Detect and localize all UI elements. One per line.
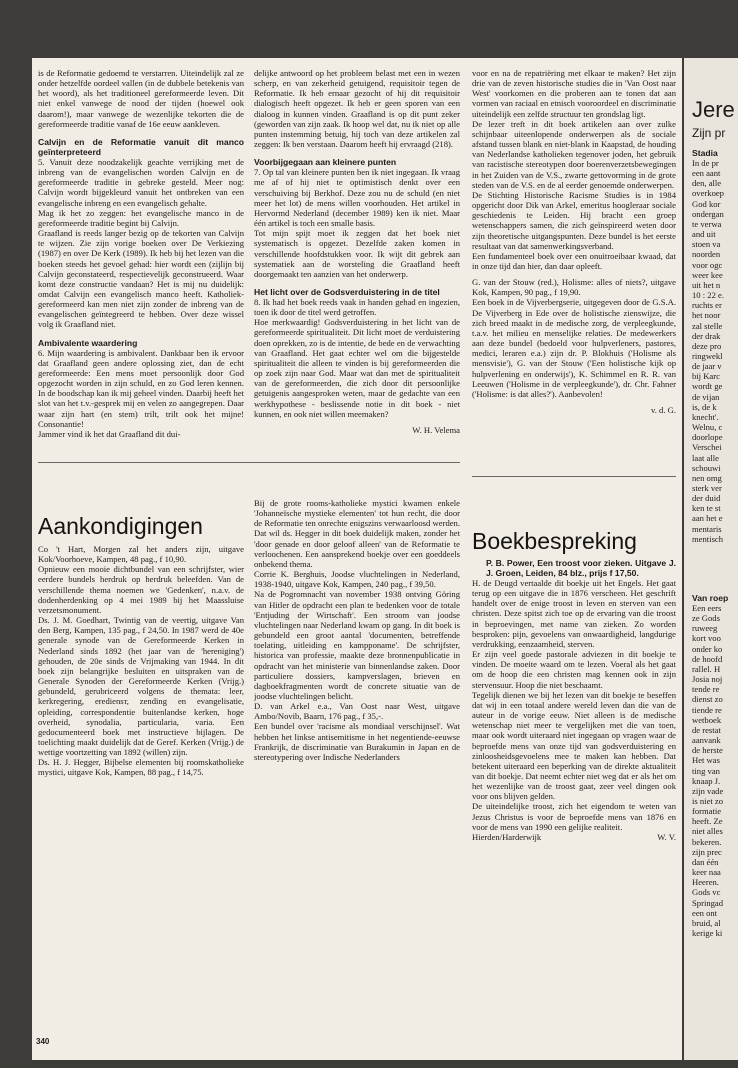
facing-page-line: In de pr	[692, 158, 719, 168]
paragraph: 7. Op tal van kleinere punten ben ik niet ingegaan. Ik vraag me af of hij niet te optimistisch denkt over een verschuiving bij Berkhof. Deze zou nu de schuld (en niet meer het lot) de mens willen voorhouden. Het artikel in Hervormd Nederland (december 1989) ken ik niet. Maar één artikel is toch een smalle basis.	[254, 167, 460, 229]
facing-page-line: kort voo	[692, 633, 721, 644]
review-place: Hierden/Harderwijk	[472, 831, 542, 842]
facing-page-line: wetboek	[692, 714, 722, 725]
facing-page-line: heeft. Ze	[692, 816, 723, 827]
paragraph: Een fundamenteel boek over een onuitroeibaar kwaad, dat in onze tijd dan hier, dan daar opleeft.	[472, 250, 676, 271]
facing-page-line: wordt ge	[692, 381, 723, 392]
paragraph: H. de Deugd vertaalde dit boekje uit het Engels. Het gaat terug op een uitgave die in 1876 verscheen. Het geschrift handelt over de enige troost in leven en sterven van een christen. Deze spitst zich toe op de ervaring van die troost in beproevingen, met name van zieken. Zo worden besproken: pijn, gevoelens van onwaardigheid, langdurige verdrukking, eenzaamheid, sterven.	[472, 578, 676, 649]
facing-page-line: ruchts er	[692, 300, 722, 311]
paragraph: 5. Vanuit deze noodzakelijk geachte verrijking met de inbreng van de evangelischen worden Calvijn en de gereformeerde traditie in gebreke gesteld. Meer nog: Calvijn wordt bijgekleurd vanuit het ontbreken van een evangelische inbreng en een evangelisch gehalte.	[38, 156, 244, 208]
facing-page-line: doorlope	[692, 432, 723, 443]
paragraph: Bij de grote rooms-katholieke mystici kwamen enkele 'Johanneïsche mystieke elementen' tot hun recht, die door de Reformatie ten onrechte enigszins verwaarloosd werden. Dat wil ds. Hegger in dit boek duidelijk maken, zonder het 'door genade en door geloof alleen' van de Reformatie te verloochenen. Een aansprekend boekje over een goeddeels onbekend thema.	[254, 498, 460, 569]
facing-page-line: is, de k	[692, 401, 717, 412]
page-number: 340	[36, 1037, 50, 1046]
facing-page-line: Gods vc	[692, 887, 721, 898]
facing-page-line: Verschei	[692, 442, 722, 453]
facing-page-line: bij Karc	[692, 371, 720, 382]
section-heading: Calvijn en de Reformatie vanuit dit manco geïnterpreteerd	[38, 136, 244, 157]
paragraph: voor en na de repatriëring met elkaar te maken? Het zijn drie van de zeven historische studies die in 'Van Oost naar West' voorkomen en die proberen aan te tonen dat aan vormen van raciaal en etnisch vooroordeel en discriminatie uiteindelijk een zelfde structuur ten grondslag ligt.	[472, 68, 676, 119]
facing-page-line: mentisch	[692, 533, 724, 544]
book-reference: Co 't Hart, Morgen zal het anders zijn, uitgave Kok/Voorhoeve, Kampen, 48 pag., f 10,90.	[38, 544, 244, 565]
section-divider	[38, 462, 460, 463]
facing-page-line: rallel. H	[692, 663, 721, 674]
announcements-column-2	[254, 498, 460, 1030]
facing-page-column-2	[692, 593, 738, 938]
facing-page-line: bruid, al	[692, 917, 721, 928]
author-signature: W. H. Velema	[412, 424, 460, 435]
review-footer	[472, 832, 676, 842]
paragraph: Na de Pogromnacht van november 1938 ontving Göring van Hitler de opdracht een plan te bedenken voor de totale 'Entjuding der Wirtschaft'. Een stroom van joodse vluchtelingen naar Nederland kwam op gang. In dit boek is gebundeld een groot aantal 'documenten, betreffende toelating, uitleiding en kampponame'. De schrijfster, historica van professie, maakte deze bronnenpublicatie in opdracht van het ministerie van binnenlandse zaken. Door particuliere dossiers, kampverslagen, brieven en dagboekfragmenten wordt de concrete situatie van de joodse vluchtelingen belicht.	[254, 589, 460, 701]
facing-page-line: overkoep	[692, 188, 724, 199]
paragraph: 8. Ik had het boek reeds vaak in handen gehad en ingezien, toen ik door de titel werd getroffen.	[254, 296, 460, 318]
facing-page-lines	[692, 158, 738, 544]
facing-page-line: niet alles	[692, 826, 723, 837]
facing-page-line: Heeren.	[692, 877, 719, 888]
paragraph: Tot mijn spijt moet ik zeggen dat het boek niet systematisch is opgezet. Dezelfde zaken komen in verschillende hoofdstukken voor. Ik wijt dit gebrek aan systematiek aan de worsteling die Graafland heeft doorgemaakt ten aanzien van het onderwerp.	[254, 228, 460, 279]
facing-page-line: Een eers	[692, 603, 722, 613]
facing-page-line: schouwi	[692, 462, 721, 473]
facing-page-line: deze pro	[692, 340, 722, 351]
paragraph: Een boek in de Vijverbergserie, uitgegeven door de G.S.A. De Vijverberg in Ede over de holistische zienswijze, die zich breed maakt in de medische zorg, de verpleegkunde, t.a.v. het milieu en menselijke relaties. De medewerkers aan deze bundel (bedoeld voor hulpverleners, pastores, medici, leraren e.a.) zijn dr. P. Blokhuis ('Holisme als mensvisie'), G. van der Stouw ('Een holistische kijk op hulpverlening en onderwijs'), K. Schimmel en R. R. van Leeuwen ('Holisme in de verpleegkunde'), dr. Chr. Fahner ('Holisme: is dat alles?'). Aanbevolen!	[472, 297, 676, 399]
article-column-1	[38, 68, 244, 452]
paragraph: De lezer treft in dit boek artikelen aan over zulke schijnbaar uiteenlopende onderwerpen als de sociale afstand tussen blank en niet-blank in Kaapstad, de houding van Nederlandse katholieken tegenover joden, het gebruik van racistische stereotypen door boerenverzetsbewegingen in het Zuiden van de V.S., zwarte gettovorming in de grote steden van de V.S. en de al eerder genoemde onderwerpen.	[472, 118, 676, 190]
facing-page-line: aanvank	[692, 735, 721, 746]
section-heading: Van roep	[692, 593, 729, 603]
section-heading: Stadia	[692, 148, 718, 158]
facing-page-line: ondergan	[692, 208, 724, 219]
facing-page-line: ze Gods	[692, 613, 720, 624]
facing-page-line: weer kee	[692, 269, 723, 280]
facing-page-line: het noor	[692, 310, 721, 321]
section-heading: Het licht over de Godsverduistering in de titel	[254, 286, 440, 297]
facing-page-title: Jere	[692, 97, 735, 122]
section-divider	[472, 476, 676, 477]
facing-page-line: noorden	[692, 249, 721, 260]
announcements-column	[38, 544, 244, 1030]
facing-page-line: den, alle	[692, 178, 722, 189]
paragraph: Jammer vind ik het dat Graafland dit dui-	[38, 428, 181, 439]
paragraph: Er zijn veel goede pastorale adviezen in dit boekje te vinden. De moeite waard om te lezen. Voeral als het gaat om de hoop die een christen mag kennen ook in zijn stervensuur. Hoop die niet beschaamt.	[472, 649, 676, 690]
facing-page-line: tende re	[692, 684, 720, 695]
book-reference: G. van der Stouw (red.), Holisme: alles of niets?, uitgave Kok, Kampen, 90 pag., f 19,90.	[472, 277, 676, 298]
facing-page-line: aan het e	[692, 513, 723, 524]
facing-page-line: knaap J.	[692, 775, 721, 786]
paragraph: Mag ik het zo zeggen: het evangelische manco in de gereformeerde traditie begint bij Calvijn.	[38, 207, 244, 228]
facing-page-column-1	[692, 148, 738, 544]
facing-page-line: Springad	[692, 897, 724, 908]
paragraph: De Stichting Historische Racisme Studies is in 1984 opgericht door Dik van Arkel, emeritus hoogleraar sociale geschiedenis te Leiden. Hij bracht een groep wetenschappers samen, die zich geïnspireerd weten door zijn theoretische uitgangspunten. Deze bundel is het eerste resultaat van dat samenwerkingsverband.	[472, 189, 676, 251]
facing-page-line: sterk ver	[692, 483, 722, 493]
facing-page-line: de restat	[692, 724, 721, 735]
book-title: P. B. Power, Een troost voor zieken. Uitgave J. J. Groen, Leiden, 84 blz., prijs f 17,50.	[486, 558, 676, 578]
facing-page-lines	[692, 603, 738, 938]
author-signature: W. V.	[657, 831, 676, 842]
facing-page-line: Welnu, c	[692, 422, 723, 433]
section-title-aankondigingen: Aankondigingen	[38, 513, 203, 539]
facing-page-line: de jaar v	[692, 361, 722, 372]
facing-page-line: zijn prec	[692, 846, 722, 857]
section-title-boekbespreking: Boekbespreking	[472, 528, 637, 554]
facing-page-line: Josia noj	[692, 674, 723, 685]
facing-page-line: Het was	[692, 755, 720, 766]
section-heading: Ambivalente waardering	[38, 337, 138, 348]
paragraph: Opnieuw een mooie dichtbundel van een schrijfster, wier eerdere bundels herdruk op herdruk beleefden. Van de verschillende thema noemen we 'Gedenken', n.a.v. de dodenherdenking op 4 mei 1989 bij het Maassluise verzetsmonument.	[38, 564, 244, 615]
article-column-3	[472, 68, 676, 466]
facing-page-line: de herste	[692, 745, 723, 756]
facing-page-subtitle: Zijn pr	[692, 126, 726, 140]
book-reference: Corrie K. Berghuis, Joodse vluchtelingen in Nederland, 1938-1940, uitgave Kok, Kampen, 240 pag., f 39,50.	[254, 569, 460, 590]
facing-page-line: de vijan	[692, 391, 720, 402]
facing-page-line: ruweeg	[692, 623, 718, 634]
facing-page-line: kerige ki	[692, 928, 723, 938]
facing-page-line: 10 : 22 e.	[692, 290, 724, 301]
facing-page-line: onder ko	[692, 643, 723, 654]
facing-page-line: een ont	[692, 907, 718, 918]
paragraph: 6. Mijn waardering is ambivalent. Dankbaar ben ik ervoor dat Graafland geen andere oplossing ziet, dan de echt gereformeerde: Een mens moet persoonlijk door God opgezocht worden in zijn schuld, en zo God leren kennen. In de boodschap kan ik mij geheel vinden. Daarbij heeft het slot van het t.v.-gesprek mij en velen zo aangegrepen. Daar waar zijn hart (en stem) trilt, trilt ook het mijne! Consonantie!	[38, 347, 244, 429]
facing-page-line: voor ogc	[692, 259, 723, 270]
paragraph: Tegelijk dienen we bij het lezen van dit boekje te beseffen dat wij in een totaal andere wereld leven dan die van de auteur in de vorige eeuw. Niet alleen is de medische wetenschap niet meer te vergelijken met die van toen, maar ook wordt uiteraard niet ingegaan op vragen waar de beproefde mens van onze tijd van godsverduistering en zinloosheidsgevoelens mee te maken kan hebben. Dat betekent uiteraard een beperking van de direkte aktualiteit van dit boekje. Dat neemt echter niet weg dat er als het om het wezenlijke van de troost gaat, zeer veel dingen ook voor ons blijven gelden.	[472, 689, 676, 802]
article-column-2	[254, 68, 460, 456]
facing-page-line: and uit	[692, 229, 716, 240]
paragraph: De uiteindelijke troost, zich het eigendom te weten van Jezus Christus is voor de beproefde mens van 1876 en voor de mens van 1990 een gelijke realiteit.	[472, 801, 676, 832]
paragraph: Een bundel over 'racisme als mondiaal verschijnsel'. Wat hebben het linkse antisemitisme in het negentiende-eeuwse Frankrijk, de discriminatie van Burakumin in Japan en de stereotypering over Indische Nederlanders	[254, 721, 460, 762]
book-reference: Ds. H. J. Hegger, Bijbelse elementen bij roomskatholieke mystici, uitgave Kok, Kampen, 88 pag., f 14,75.	[38, 757, 244, 778]
facing-page-line: ting van	[692, 765, 720, 776]
facing-page-line: mentaris	[692, 523, 722, 534]
facing-page-line: der drak	[692, 330, 721, 341]
facing-page-line: der duid	[692, 493, 721, 504]
facing-page-line: te verwa	[692, 218, 722, 229]
facing-page-line: laat alle	[692, 452, 719, 463]
facing-page-line: tiende re	[692, 704, 722, 715]
facing-page-line: ringwekl	[692, 350, 723, 361]
facing-page-line: uit het n	[692, 279, 721, 290]
paragraph: Ds. J. M. Goedhart, Twintig van de veertig, uitgave Van den Berg, Kampen, 135 pag., f 24,50. In 1987 werd de 40e generale synode van de Gereformeerde Kerken in Nederland sinds 1892 (het jaar van de 'hereniging') gehouden, de 20e sinds de Vrijmaking van 1944. In dit boek zijn belangrijke besluiten en uitspraken van de Generale Synoden der Gereformeerde Kerken (Vrijg.) gebundeld, gerubriceerd volgens de themata: leer, kerkregering, erediensт, zending en evangelisatie, opleiding, correspondentie buitenlandse kerken, hoge overheid, synodalia, particularia, varia. Een gedocumenteerd boek met instructieve bijlagen. De toelichting maakt duidelijk dat de Geref. Kerken (Vrijg.) de wettige voortzetting van 1892 (willen) zijn.	[38, 615, 244, 758]
facing-page-line: knecht'.	[692, 411, 719, 422]
facing-page-line: zijn vade	[692, 785, 724, 796]
magazine-page	[32, 58, 682, 1060]
section-heading: Voorbijgegaan aan kleinere punten	[254, 157, 397, 168]
facing-page-line: dan één	[692, 856, 719, 867]
book-review-column	[472, 558, 676, 1028]
paragraph: delijke antwoord op het probleem belast met een in wezen scherp, en van zekerheid getuigend, requisitoir tegen de Reformatie. Ik heb ernaar gezocht of hij dit requisitoir dialogisch heeft opgezet. Ik heb er geen sporen van een dialoog in kunnen vinden. Graafland is op dit punt zeker (geworden van zijn zaak. Ik hoop wel dat, nu ik niet op alle punten instemming betuig, hij toch van deze artikelen zal zeggen: Ik ben verstaan. Daarom heeft hij ervraagd (218).	[254, 68, 460, 150]
facing-page-line: zal stelle	[692, 320, 723, 331]
facing-page-line: stoen va	[692, 239, 721, 250]
facing-page-line: God kor	[692, 198, 721, 209]
book-reference: D. van Arkel e.a., Van Oost naar West, uitgave Ambo/Novib, Baarn, 176 pag., f 35,-.	[254, 701, 460, 722]
facing-page-line: is niet zo	[692, 795, 724, 806]
facing-page-line: keer naa	[692, 867, 721, 878]
author-signature: v. d. G.	[651, 405, 676, 415]
paragraph: is de Reformatie gedoemd te verstarren. Uiteindelijk zal ze onder hetzelfde oordeel vallen (in de dubbele betekenis van het woord), als het traditioneel gereformeerde leven. Dit niet enkel vanwege de nood der tijden (hoewel ook daarom!), maar vanwege de wezenlijke tekorten die de gereformeerde traditie vanaf de 16e eeuw aankleven.	[38, 68, 244, 129]
facing-page-line: de hoofd	[692, 653, 723, 664]
facing-page-line: bekeren.	[692, 836, 722, 847]
facing-page	[684, 58, 738, 1060]
paragraph: Hoe merkwaardig! Godsverduistering in het licht van de gereformeerde spiritualiteit. Dit licht moet de verduistering doen oprekken, zo is de intentie, de bede en de verwachting van Graafland. Het gaat echter wel om die bijgestelde spiritualiteit die alleen te vinden is bij gereformeerden die op zoek zijn naar God. Maar wat dan met de spiritualiteit van de gereformeerden, die zich door dit persoonlijke getuigenis aangesproken weten, maar de gedachte van een werkhypothese - beslissende notie in dit boek - niet kunnen, en ook niet willen meemaken?	[254, 317, 460, 419]
facing-page-line: dienst zo	[692, 694, 723, 705]
facing-page-line: ken te st	[692, 503, 721, 514]
facing-page-line: een aant	[692, 168, 721, 179]
paragraph: Graafland is reeds langer bezig op de tekorten van Calvijn te wijzen. Zie zijn vorige boeken over De Verkiezing (1987) en over De Kerk (1989). Ik heb bij het lezen van die boeken steeds het gevoel gehad: hier wordt een (zijlijn bij Calvijn geconstateerd, respectievelijk geconstrueerd. Waar komt deze constructie vandaan? Het is mij nu duidelijk: omdat Calvijn een evangelisch manco heeft. Katholiek-gereformeerd kan men niet zijn zonder de inbreng van de evangelischen geïntegreerd te hebben. Over deze wissel volg ik Graafland niet.	[38, 228, 244, 330]
facing-page-line: nen omg	[692, 472, 722, 483]
facing-page-line: formatie	[692, 806, 722, 817]
